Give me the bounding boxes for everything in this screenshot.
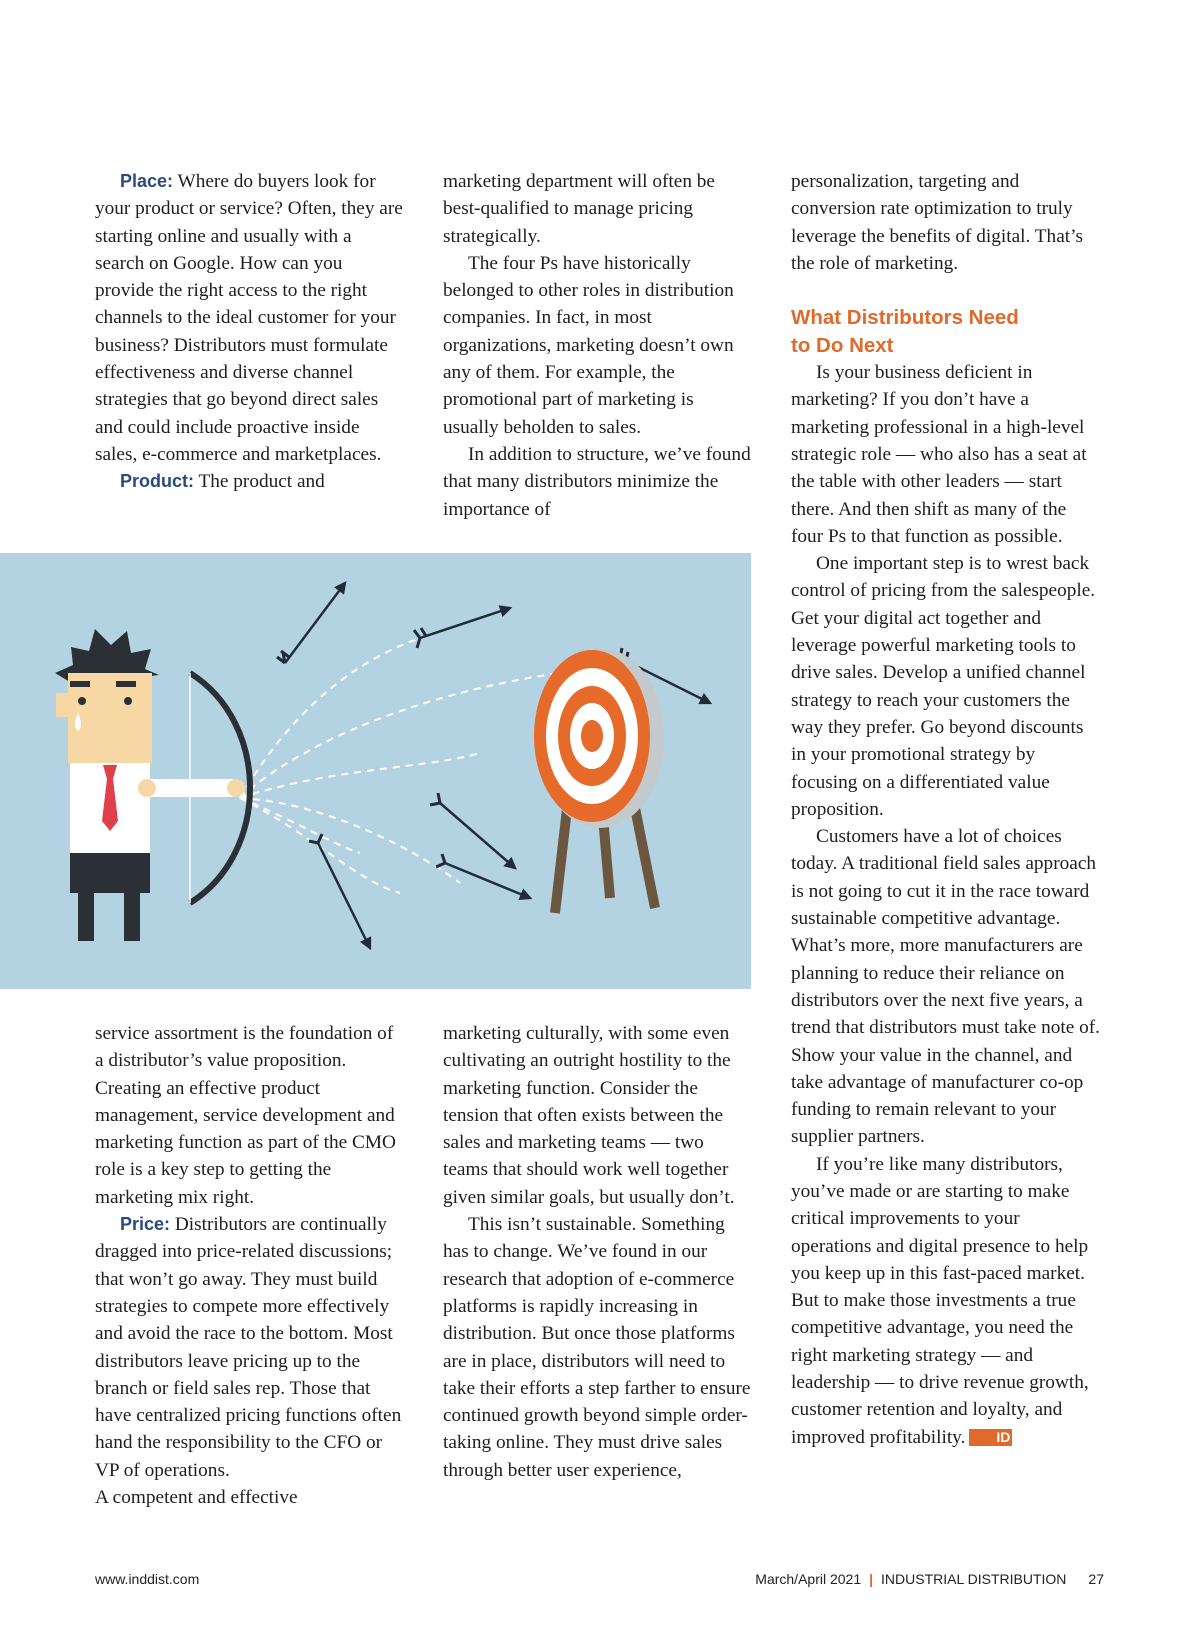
section-heading-line: to Do Next: [791, 333, 894, 357]
paragraph-final: [791, 1151, 1103, 1451]
paragraph: This isn’t sustainable. Something has to change. We’ve found in our research that adoption of e-commerce platforms is rapidly increasing in distribution. But once those platforms are in place, distributors will need to take their efforts a step farther to ensure continued growth beyond simple order-taking online. They must drive sales through better user experience,: [443, 1214, 751, 1481]
paragraph: service assortment is the foundation of a distributor’s value proposition. Creating an effective product management, service development and marketing function as part of the CMO role is a key step to getting the marketing mix right.: [95, 1023, 396, 1208]
spacer: [791, 277, 1103, 304]
footer-page-number: 27: [1088, 1571, 1104, 1587]
paragraph: marketing culturally, with some even cultivating an outright hostility to the marketing function. Consider the tension that often exists between the sales and marketing teams — two teams that should work well together given similar goals, but usually don’t.: [443, 1023, 735, 1208]
footer-issue: March/April 2021: [755, 1571, 862, 1587]
end-mark-logo: ID: [969, 1429, 1012, 1446]
column-3: [791, 168, 1103, 1451]
product-label: Product:: [120, 471, 194, 492]
column-1-bottom: [95, 1020, 405, 1511]
final-text: If you’re like many distributors, you’ve made or are starting to make critical improvements to your operations and digital presence to help you keep up in this fast-paced market. But to make those investments a true competitive advantage, you need the right marketing strategy — and leadership — to drive revenue growth, customer retention and loyalty, and improved profitability.: [791, 1153, 1089, 1448]
product-text: The product and: [194, 471, 325, 493]
price-text: Distributors are continually dragged into price-related discussions; that won’t go away. They must build strategies to compete more effectively and avoid the race to the bottom. Most distributors leave pricing up to the branch or field sales rep. Those that have centralized pricing functions often hand the responsibility to the CFO or VP of operations.: [95, 1214, 402, 1481]
column-1-top: [95, 168, 405, 496]
column-2-top: [443, 168, 753, 523]
price-label: Price:: [120, 1214, 171, 1235]
place-label: Place:: [120, 171, 174, 191]
section-heading-line: What Distributors Need: [791, 306, 1019, 330]
paragraph: A competent and effective: [95, 1487, 298, 1509]
place-text: Where do buyers look for your product or service? Often, they are starting online and usually with a search on Google. How can you provide the right access to the right channels to the ideal customer for your business? Distributors must formulate effectiveness and diverse channel strategies that go beyond direct sales and could include proactive inside sales, e-commerce and marketplaces.: [95, 171, 403, 465]
paragraph-place: [95, 168, 405, 468]
paragraph: marketing department will often be best-qualified to manage pricing strategically.: [443, 171, 715, 247]
paragraph: Is your business deficient in marketing? If you don’t have a marketing professional in a high-level strategic role — who also has a seat at the table with other leaders — start there. And then shift as many of the four Ps to that function as possible.: [791, 362, 1087, 547]
section-heading: [791, 304, 1103, 359]
footer-publication: INDUSTRIAL DISTRIBUTION: [881, 1571, 1067, 1587]
paragraph: One important step is to wrest back control of pricing from the salespeople. Get your digital act together and leverage powerful marketing tools to drive sales. Develop a unified channel strategy to reach your customers the way they prefer. Go beyond discounts in your promotional strategy by focusing on a differentiated value proposition.: [791, 553, 1096, 820]
column-2-bottom: [443, 1020, 753, 1484]
paragraph: The four Ps have historically belonged to other roles in distribution companies. In fact, in most organizations, marketing doesn’t own any of them. For example, the promotional part of marketing is usually beholden to sales.: [443, 252, 734, 438]
paragraph-product: [95, 468, 405, 495]
paragraph-price: [95, 1211, 405, 1484]
paragraph: personalization, targeting and conversion rate optimization to truly leverage the benefits of digital. That’s the role of marketing.: [791, 171, 1083, 274]
footer-website[interactable]: www.inddist.com: [95, 1571, 200, 1587]
footer-right: [755, 1571, 1104, 1587]
paragraph: Customers have a lot of choices today. A traditional field sales approach is not going to cut it in the race toward sustainable competitive advantage. What’s more, more manufacturers are planning to reduce their reliance on distributors over the next five years, a trend that distributors must take note of. Show your value in the channel, and take advantage of manufacturer co-op funding to remain relevant to your supplier partners.: [791, 826, 1100, 1148]
paragraph: In addition to structure, we’ve found that many distributors minimize the importance of: [443, 443, 751, 520]
archer-illustration: [0, 553, 751, 989]
footer-separator: |: [869, 1571, 874, 1587]
